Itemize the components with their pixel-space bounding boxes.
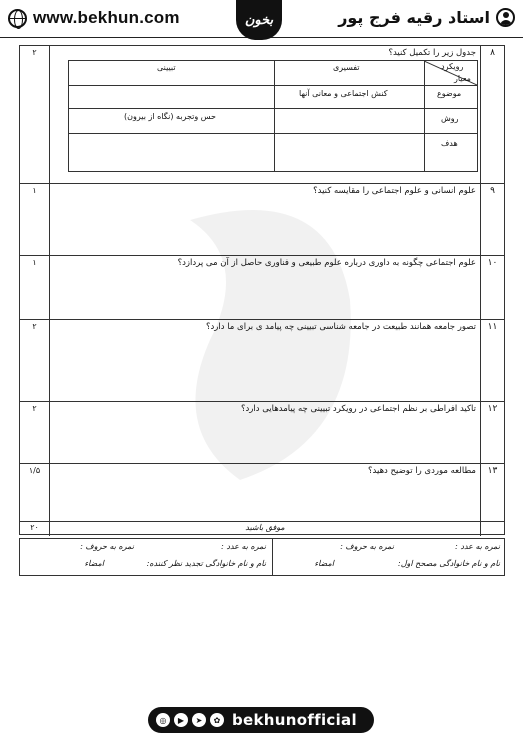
score-number-label-2: نمره به عدد : <box>221 542 266 551</box>
header-interpretive: تفسیری <box>333 63 360 72</box>
question-text: تاکید افراطی بر نظم اجتماعی در رویکرد تبیینی چه پیامدهایی دارد؟ <box>240 404 476 414</box>
teacher-block <box>338 8 515 27</box>
telegram-icon[interactable]: ➤ <box>192 713 206 727</box>
social-handle[interactable]: bekhunofficial <box>232 711 357 729</box>
question-text: تصور جامعه همانند طبیعت در جامعه شناسی تبیینی چه پیامد ی برای ما دارد؟ <box>205 322 476 332</box>
cell-method-explanatory: حس وتجربه (نگاه از بیرون) <box>124 112 216 121</box>
score-number-label-1: نمره به عدد : <box>455 542 500 551</box>
total-score: ۲۰ <box>20 522 50 536</box>
signature-label-1: امضاء <box>314 559 334 568</box>
score-letters-label-1: نمره به حروف : <box>340 542 394 551</box>
question-text: علوم اجتماعی چگونه به داوری درباره علوم طبیعی و فناوری حاصل از آن می پردازد؟ <box>177 258 476 268</box>
cell-subject-interpretive: کنش اجتماعی و معانی آنها <box>299 89 388 98</box>
question-text: علوم انسانی و علوم اجتماعی را مقایسه کنید؟ <box>313 186 476 196</box>
total-row <box>20 522 504 536</box>
question-row <box>20 256 504 320</box>
question-number: ۱۱ <box>480 320 504 401</box>
website-url[interactable]: www.bekhun.com <box>33 8 180 27</box>
question-row <box>20 464 504 522</box>
question-score: ۱ <box>20 184 50 255</box>
question-number: ۹ <box>480 184 504 255</box>
corrector1-label: نام و نام خانوادگی مصحح اول: <box>398 559 500 568</box>
question-row <box>20 184 504 256</box>
question-score: ۲ <box>20 320 50 401</box>
good-luck-text: موفق باشید <box>245 523 285 532</box>
question-number: ۱۲ <box>480 402 504 463</box>
teacher-name: استاد رقیه فرج پور <box>338 8 490 27</box>
question-number: ۱۰ <box>480 256 504 319</box>
row-subject: موضوع <box>437 89 462 98</box>
row-goal: هدف <box>441 139 458 148</box>
page-header <box>0 0 523 38</box>
question-score: ۱/۵ <box>20 464 50 521</box>
user-icon <box>496 8 515 27</box>
question-text: جدول زیر را تکمیل کنید؟ <box>388 48 476 58</box>
bekhun-logo: بخون <box>236 0 282 40</box>
question-score: ۱ <box>20 256 50 319</box>
corner-criterion: معیار <box>454 74 471 83</box>
corrector2-label: نام و نام خانوادگی تجدید نظر کننده: <box>146 559 266 568</box>
question-text: مطالعه موردی را توضیح دهید؟ <box>368 466 476 476</box>
questions-frame <box>19 45 505 535</box>
question-score: ۲ <box>20 46 50 183</box>
question-row <box>20 46 504 184</box>
youtube-icon[interactable]: ▶ <box>174 713 188 727</box>
instagram-icon[interactable]: ◎ <box>156 713 170 727</box>
question-score: ۲ <box>20 402 50 463</box>
score-letters-label-2: نمره به حروف : <box>80 542 134 551</box>
row-method: روش <box>441 114 459 123</box>
question-number: ۱۳ <box>480 464 504 521</box>
header-explanatory: تبیینی <box>157 63 176 72</box>
aparat-icon[interactable]: ✿ <box>210 713 224 727</box>
signature-label-2: امضاء <box>84 559 104 568</box>
question-number: ۸ <box>480 46 504 183</box>
grading-footer <box>19 538 505 576</box>
comparison-table <box>68 60 478 172</box>
total-number-cell <box>480 522 504 536</box>
globe-icon <box>8 9 27 28</box>
social-bar[interactable] <box>148 707 374 733</box>
question-row <box>20 320 504 402</box>
website-block[interactable] <box>8 8 180 28</box>
corner-approach: رویکرد <box>441 62 464 71</box>
question-row <box>20 402 504 464</box>
